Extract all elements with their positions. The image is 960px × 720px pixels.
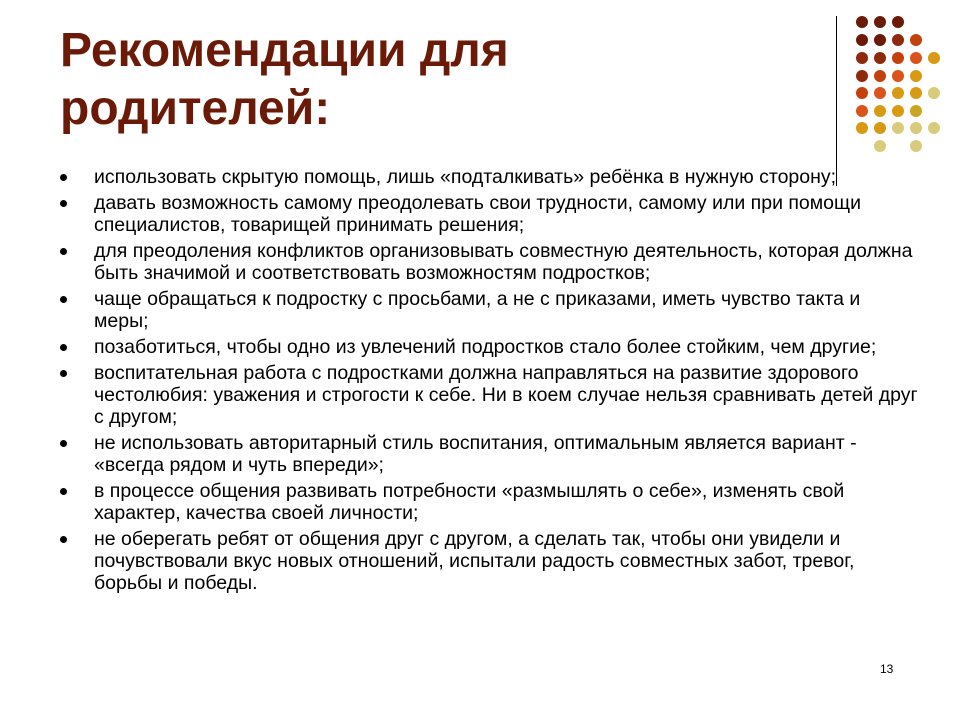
list-item-text: использовать скрытую помощь, лишь «подталкивать» ребёнка в нужную сторону; bbox=[94, 166, 837, 188]
title-line-1: Рекомендации для bbox=[60, 24, 509, 77]
decorative-dot bbox=[910, 70, 922, 82]
page-number: 13 bbox=[880, 662, 894, 676]
list-item bbox=[60, 362, 920, 428]
decorative-dot bbox=[892, 70, 904, 82]
decorative-dot bbox=[856, 87, 868, 99]
list-item-text: позаботиться, чтобы одно из увлечений подростков стало более стойким, чем другие; bbox=[94, 336, 877, 358]
decorative-dot bbox=[910, 140, 922, 152]
decorative-dot bbox=[892, 34, 904, 46]
decorative-dot bbox=[874, 87, 886, 99]
decorative-dot bbox=[856, 105, 868, 117]
bullet-icon bbox=[60, 200, 67, 207]
decorative-dot bbox=[874, 140, 886, 152]
list-item-text: не использовать авторитарный стиль воспитания, оптимальным является вариант - «всегда рядом и чуть впереди»; bbox=[94, 432, 857, 476]
bullet-icon bbox=[60, 440, 67, 447]
decorative-dot bbox=[928, 87, 940, 99]
decorative-dot bbox=[910, 52, 922, 64]
title-line-2: родителей: bbox=[60, 82, 331, 135]
list-item bbox=[60, 336, 920, 358]
list-item bbox=[60, 288, 920, 332]
decorative-dot bbox=[856, 52, 868, 64]
list-item-text: в процессе общения развивать потребности «размышлять о себе», изменять свой характер, качества своей личности; bbox=[94, 480, 845, 524]
list-item bbox=[60, 240, 920, 284]
decorative-dot bbox=[874, 52, 886, 64]
list-item-text: чаще обращаться к подростку с просьбами, а не с приказами, иметь чувство такта и меры; bbox=[94, 288, 861, 332]
decorative-dot bbox=[874, 122, 886, 134]
decorative-dot bbox=[892, 52, 904, 64]
recommendations-list bbox=[60, 166, 920, 598]
decorative-dot bbox=[856, 70, 868, 82]
decorative-dot bbox=[874, 70, 886, 82]
decorative-dot bbox=[910, 122, 922, 134]
list-item bbox=[60, 192, 920, 236]
bullet-icon bbox=[60, 344, 67, 351]
list-item-text: для преодоления конфликтов организовывать совместную деятельность, которая должна быть значимой и соответствовать возможностям подростков; bbox=[94, 240, 913, 284]
decorative-dot bbox=[874, 16, 886, 28]
bullet-icon bbox=[60, 370, 67, 377]
list-item-text: воспитательная работа с подростками должна направляться на развитие здорового честолюбия: уважения и строгости к себе. Ни в коем случае нельзя сравнивать детей друг с другом; bbox=[94, 362, 918, 428]
list-item bbox=[60, 166, 920, 188]
decorative-dot bbox=[928, 122, 940, 134]
list-item bbox=[60, 432, 920, 476]
bullet-icon bbox=[60, 296, 67, 303]
bullet-icon bbox=[60, 174, 67, 181]
decorative-dot bbox=[856, 34, 868, 46]
bullet-icon bbox=[60, 536, 67, 543]
decorative-dot bbox=[856, 16, 868, 28]
decorative-dot bbox=[892, 105, 904, 117]
decorative-dot bbox=[910, 34, 922, 46]
decorative-dot bbox=[856, 122, 868, 134]
list-item-text: давать возможность самому преодолевать свои трудности, самому или при помощи специалистов, товарищей принимать решения; bbox=[94, 192, 861, 236]
decorative-dot bbox=[874, 105, 886, 117]
list-item bbox=[60, 528, 920, 594]
decorative-dot bbox=[910, 105, 922, 117]
list-item bbox=[60, 480, 920, 524]
decorative-dot bbox=[910, 87, 922, 99]
decorative-dot bbox=[892, 87, 904, 99]
decorative-dot bbox=[892, 122, 904, 134]
decorative-dot bbox=[928, 52, 940, 64]
bullet-icon bbox=[60, 488, 67, 495]
decorative-dot bbox=[874, 34, 886, 46]
list-item-text: не оберегать ребят от общения друг с другом, а сделать так, чтобы они увидели и почувствовали вкус новых отношений, испытали радость совместных забот, тревог, борьбы и победы. bbox=[94, 528, 855, 594]
bullet-icon bbox=[60, 248, 67, 255]
decorative-dot bbox=[892, 16, 904, 28]
